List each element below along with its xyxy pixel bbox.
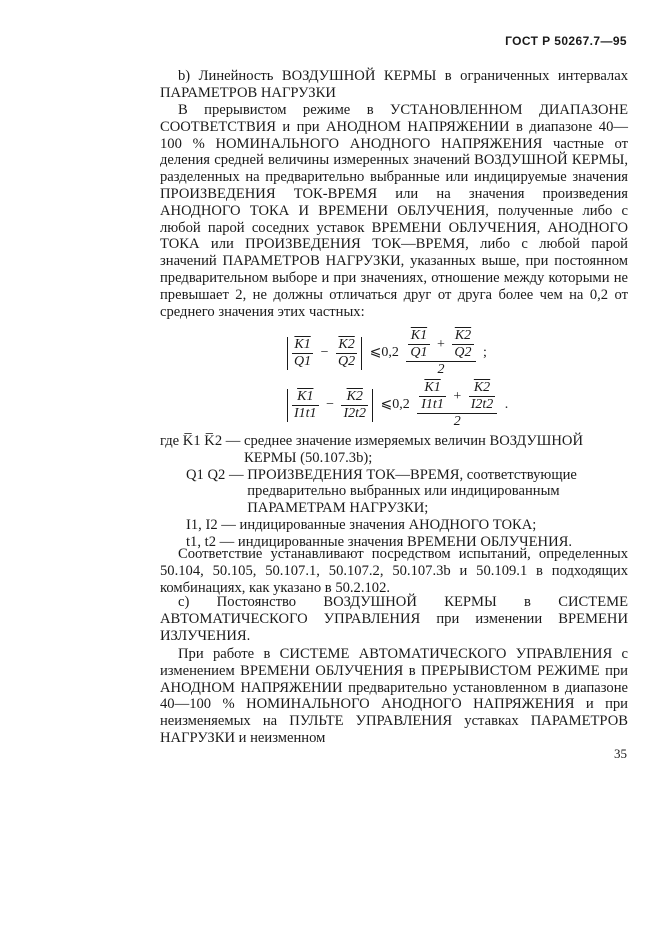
formula-1-relation: ⩽0,2 bbox=[369, 345, 399, 361]
paragraph-b: b) Линейность ВОЗДУШНОЙ КЕРМЫ в ограниченных интервалах ПАРАМЕТРОВ НАГРУЗКИ bbox=[160, 68, 628, 101]
last-paragraph: При работе в СИСТЕМЕ АВТОМАТИЧЕСКОГО УПРАВЛЕНИЯ с изменением ВРЕМЕНИ ОБЛУЧЕНИЯ в ПРЕРЫВИСТОМ РЕЖИМЕ при АНОДНОМ НАПРЯЖЕНИИ предварительно установленном в диапазоне 40—100 % НОМИНАЛЬНОГО АНОДНОГО НАПРЯЖЕНИЯ и при неизменяемых на ПУЛЬТЕ УПРАВЛЕНИЯ уставках ПАРАМЕТРОВ НАГРУЗКИ и неизменном bbox=[160, 646, 628, 746]
formula-2-abs: $\frac{K1}{I1t1}$ − $\frac{K2}{I2t2}$ bbox=[287, 389, 373, 422]
page-number: 35 bbox=[614, 746, 627, 761]
definition-item: I1, I2 — индицированные значения АНОДНОГО ТОКА; bbox=[186, 516, 537, 533]
formula-2: $\frac{K1}{I1t1}$ − $\frac{K2}{I2t2}$ ⩽0,2 $\frac{K1}{I1t1}$ + $\frac{K2}{I2t2}$ 2 . bbox=[287, 380, 512, 430]
formula-1-abs: $\frac{K1}{Q1}$ − $\frac{K2}{Q2}$ bbox=[287, 337, 362, 370]
conformity-paragraph-block bbox=[160, 546, 628, 596]
definition-item: Q1 Q2 — ПРОИЗВЕДЕНИЯ ТОК—ВРЕМЯ, соответствующие предварительно выбранных или индицированным ПАРАМЕТРАМ НАГРУЗКИ; bbox=[186, 466, 577, 517]
paragraph-c: с) Постоянство ВОЗДУШНОЙ КЕРМЫ в СИСТЕМЕ АВТОМАТИЧЕСКОГО УПРАВЛЕНИЯ при изменении ВРЕМЕНИ ИЗЛУЧЕНИЯ. bbox=[160, 594, 628, 644]
main-paragraph-block bbox=[160, 102, 628, 320]
formula-1: $\frac{K1}{Q1}$ − $\frac{K2}{Q2}$ ⩽0,2 $\frac{K1}{Q1}$ + $\frac{K2}{Q2}$ 2 ; bbox=[287, 328, 491, 378]
definitions-list bbox=[160, 433, 628, 551]
definition-item: где K̅1 K̅2 — среднее значение измеряемых величин ВОЗДУШНОЙ КЕРМЫ (50.107.3b); bbox=[160, 433, 583, 466]
formula-2-mean: $\frac{K1}{I1t1}$ + $\frac{K2}{I2t2}$ 2 bbox=[417, 380, 497, 430]
section-b-title bbox=[160, 68, 628, 102]
formula-2-relation: ⩽0,2 bbox=[380, 397, 410, 413]
main-paragraph: В прерывистом режиме в УСТАНОВЛЕННОМ ДИАПАЗОНЕ СООТВЕТСТВИЯ и при АНОДНОМ НАПРЯЖЕНИИ в диапазоне 40—100 % НОМИНАЛЬНОГО АНОДНОГО НАПРЯЖЕНИЯ частные от деления средней величины измеренных значений ВОЗДУШНОЙ КЕРМЫ, разделенных на предварительно выбранные или индицируемые значения ПРОИЗВЕДЕНИЯ ТОК-ВРЕМЯ или на значения произведения АНОДНОГО ТОКА И ВРЕМЕНИ ОБЛУЧЕНИЯ, полученные либо с любой парой соседних уставок ВРЕМЕНИ ОБЛУЧЕНИЯ, АНОДНОГО ТОКА или ПРОИЗВЕДЕНИЯ ТОК—ВРЕМЯ, либо с любой парой значений ПАРАМЕТРОВ НАГРУЗКИ, указанных выше, при постоянном предварительном выборе и при значениях, отношение между которыми не превышает 2, не должны отличаться друг от друга более чем на 0,2 от среднего значения этих частных: bbox=[160, 102, 628, 320]
section-c-block bbox=[160, 594, 628, 644]
last-paragraph-block bbox=[160, 646, 628, 747]
formula-1-mean: $\frac{K1}{Q1}$ + $\frac{K2}{Q2}$ 2 bbox=[406, 328, 475, 378]
conformity-paragraph: Соответствие устанавливают посредством испытаний, определенных 50.104, 50.105, 50.107.1, 50.107.2, 50.107.3b и 50.109.1 в подходящих комбинациях, как указано в 50.2.102. bbox=[160, 546, 628, 596]
definition-item: t1, t2 — индицированные значения ВРЕМЕНИ ОБЛУЧЕНИЯ. bbox=[186, 533, 572, 550]
standard-header: ГОСТ Р 50267.7—95 bbox=[505, 34, 627, 48]
